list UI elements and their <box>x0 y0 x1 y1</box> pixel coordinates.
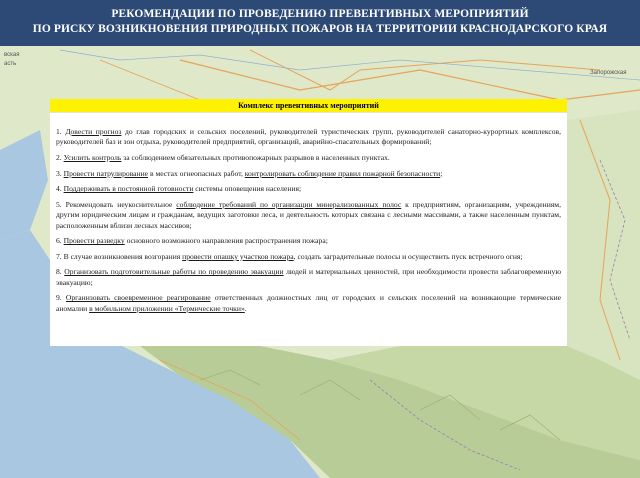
panel-title: Комплекс превентивных мероприятий <box>50 99 567 112</box>
measure-link-2: контролировать соблюдение правил пожарной безопасности <box>244 168 441 178</box>
measure-link: Организовать подготовительные работы по проведению эвакуации <box>64 267 284 277</box>
measure-link: Организовать своевременное реагирование <box>65 293 211 303</box>
measure-link: Усилить контроль <box>63 153 122 162</box>
measure-item-5: 5. Рекомендовать неукоснительное соблюдение требований по организации минерализованных полос к предприятиям, организациям, учреждениям, другим юридическим лицам и гражданам, ведущих заготовки леса, и деятельность которых связана с лесными массивами, а также населенным пунктам, расположенным вблизи лесных массивов; <box>56 199 561 230</box>
measure-link: провести опашку участков пожара <box>182 251 294 261</box>
map-label-zaporozhskaya: Запорожская <box>590 70 627 76</box>
measure-link-2: в мобильном приложении «Термические точки» <box>89 303 245 313</box>
measures-panel <box>50 113 567 346</box>
measure-link: Поддерживать в постоянной готовности <box>63 184 194 194</box>
measure-item-4: 4. Поддерживать в постоянной готовности системы оповещения населения; <box>56 184 302 194</box>
measure-item-3: 3. Провести патрулирование в местах огнеопасных работ, контролировать соблюдение правил пожарной безопасности; <box>56 168 443 178</box>
map-label-region-2: асть <box>4 61 17 67</box>
measure-item-6: 6. Провести разведку основного возможного направления распространения пожара; <box>56 236 328 246</box>
header-title-line-1: РЕКОМЕНДАЦИИ ПО ПРОВЕДЕНИЮ ПРЕВЕНТИВНЫХ МЕРОПРИЯТИЙ <box>111 8 529 20</box>
measure-item-9: 9. Организовать своевременное реагирование ответственных должностных лиц от городских и сельских поселений на возникающие термические аномалии в мобильном приложении «Термические точки». <box>56 293 562 313</box>
measure-link: соблюдение требований по организации минерализованных полос <box>176 199 402 209</box>
measure-item-7: 7. В случае возникновения возгорания провести опашку участков пожара, создать заградительные полосы и осуществить пуск встречного огня; <box>56 251 523 261</box>
measure-item-2: 2. Усилить контроль за соблюдением обязательных противопожарных разрывов в населенных пунктах. <box>56 153 390 162</box>
header-title-line-2: ПО РИСКУ ВОЗНИКНОВЕНИЯ ПРИРОДНЫХ ПОЖАРОВ НА ТЕРРИТОРИИ КРАСНОДАРСКОГО КРАЯ <box>32 23 608 35</box>
measure-item-1: 1. Довести прогноз до глав городских и сельских поселений, руководителей туристических групп, руководителей санаторно-курортных комплексов, руководителей баз и зон отдыха, руководителей предприятий, организаций, аварийно-спасательных формирований; <box>56 127 561 147</box>
measure-link: Провести разведку <box>63 236 125 246</box>
measure-link: Довести прогноз <box>65 127 122 136</box>
header-banner <box>0 0 640 46</box>
map-label-region: вская <box>4 52 20 58</box>
measure-link: Провести патрулирование <box>63 168 149 178</box>
measure-item-8: 8. Организовать подготовительные работы по проведению эвакуации людей и материальных ценностей, при необходимости провести заблаговременную эвакуацию; <box>56 267 562 287</box>
